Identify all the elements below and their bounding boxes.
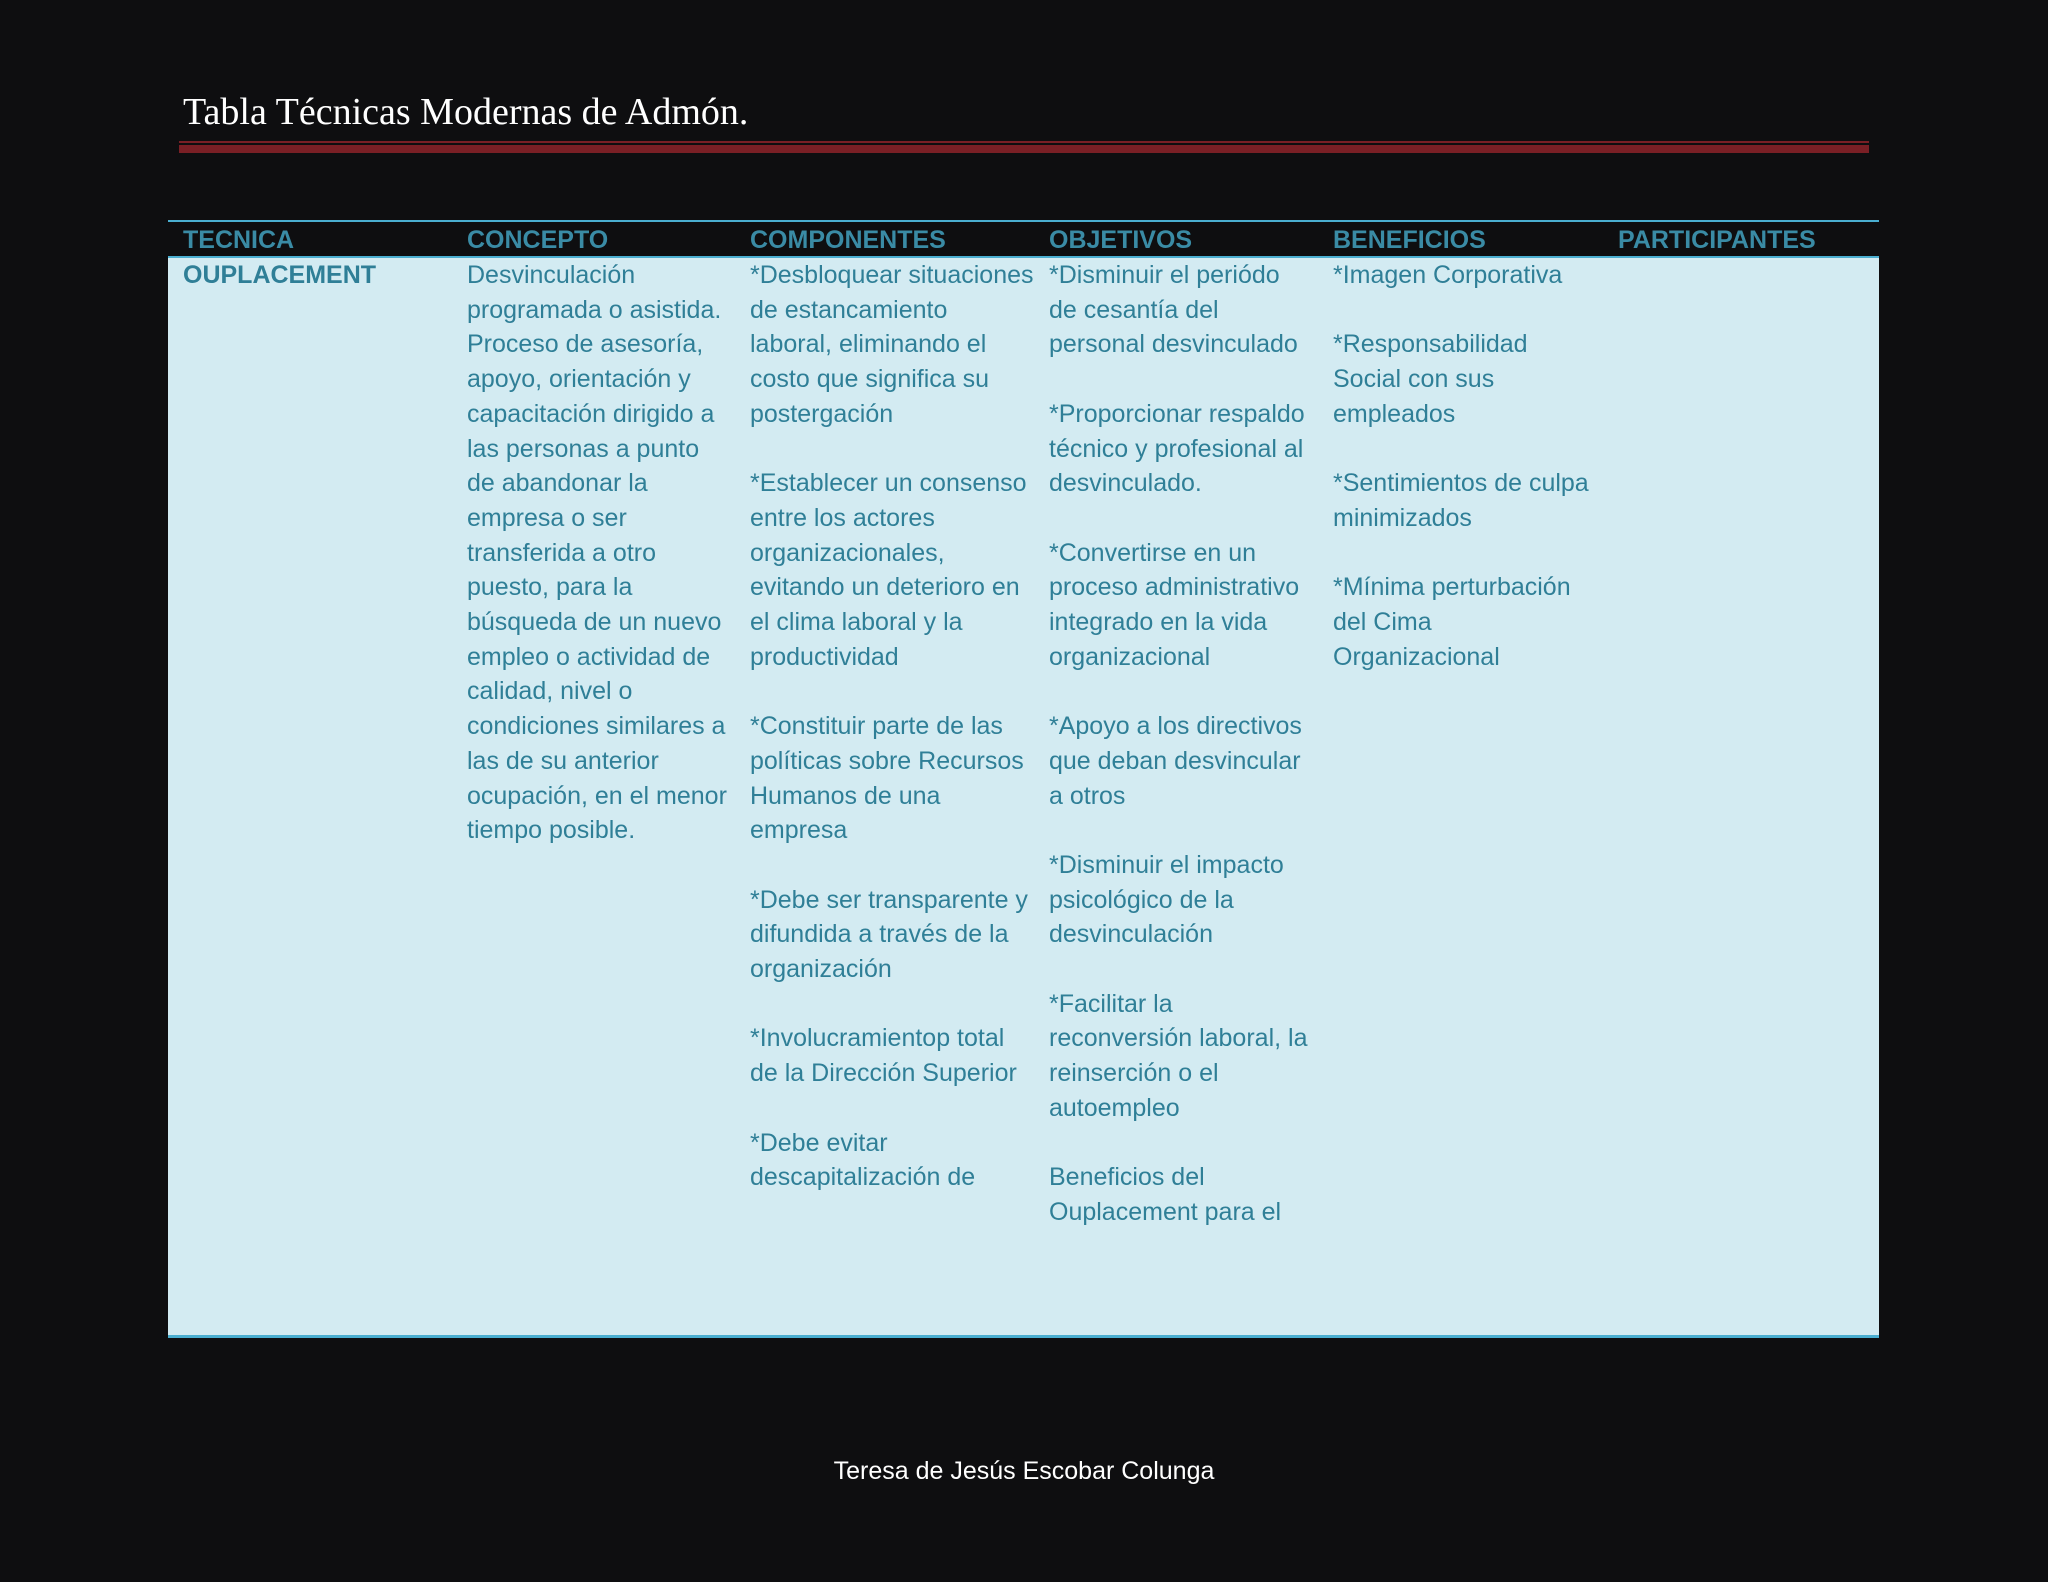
objetivo-item: *Facilitar la reconversión laboral, la reinserción o el autoempleo bbox=[1049, 989, 1308, 1122]
table-header-row bbox=[168, 222, 1879, 258]
objetivo-item: *Disminuir el periódo de cesantía del personal desvinculado bbox=[1049, 261, 1298, 359]
objetivo-item: *Convertirse en un proceso administrativo integrado en la vida organizacional bbox=[1049, 538, 1300, 671]
table-row bbox=[168, 258, 1879, 1338]
title-divider-thick bbox=[179, 145, 1869, 153]
componente-item: *Debe evitar descapitalización de bbox=[750, 1128, 976, 1192]
cell-concepto: Desvinculación programada o asistida. Proceso de asesoría, apoyo, orientación y capacitación dirigido a las personas a punto de abandonar la empresa o ser transferida a otro puesto, para la búsqueda de un nuevo empleo o actividad de calidad, nivel o condiciones similares a las de su anterior ocupación, en el menor tiempo posible. bbox=[467, 261, 727, 845]
objetivo-item: *Apoyo a los directivos que deban desvincular a otros bbox=[1049, 712, 1302, 810]
techniques-table bbox=[168, 220, 1879, 1338]
componente-item: *Involucramientop total de la Dirección Superior bbox=[750, 1024, 1017, 1088]
componente-item: *Establecer un consenso entre los actores organizacionales, evitando un deterioro en el clima laboral y la productividad bbox=[750, 469, 1027, 671]
componente-item: *Desbloquear situaciones de estancamiento laboral, eliminando el costo que significa su postergación bbox=[750, 261, 1034, 428]
beneficio-item: *Imagen Corporativa bbox=[1333, 261, 1563, 289]
header-componentes: COMPONENTES bbox=[750, 226, 946, 254]
document-title: Tabla Técnicas Modernas de Admón. bbox=[183, 91, 749, 133]
cell-componentes bbox=[750, 258, 1035, 1230]
cell-tecnica: OUPLACEMENT bbox=[183, 261, 377, 289]
header-participantes: PARTICIPANTES bbox=[1618, 226, 1816, 254]
cell-objetivos bbox=[1049, 258, 1314, 1264]
header-tecnica: TECNICA bbox=[183, 226, 295, 254]
beneficio-item: *Responsabilidad Social con sus empleados bbox=[1333, 330, 1528, 428]
header-objetivos: OBJETIVOS bbox=[1049, 226, 1193, 254]
title-divider-thin bbox=[179, 141, 1869, 143]
objetivo-item: *Disminuir el impacto psicológico de la desvinculación bbox=[1049, 850, 1284, 949]
cell-beneficios bbox=[1333, 258, 1598, 709]
beneficio-item: *Sentimientos de culpa minimizados bbox=[1333, 469, 1589, 532]
componente-item: *Constituir parte de las políticas sobre Recursos Humanos de una empresa bbox=[750, 712, 1024, 845]
beneficio-item: *Mínima perturbación del Cima Organizacional bbox=[1333, 573, 1571, 671]
objetivo-item: Beneficios del Ouplacement para el bbox=[1049, 1163, 1282, 1226]
objetivo-item: *Proporcionar respaldo técnico y profesional al desvinculado. bbox=[1049, 399, 1305, 498]
document-footer-author: Teresa de Jesús Escobar Colunga bbox=[833, 1457, 1215, 1485]
header-concepto: CONCEPTO bbox=[467, 226, 609, 254]
componente-item: *Debe ser transparente y difundida a través de la organización bbox=[750, 885, 1028, 984]
header-beneficios: BENEFICIOS bbox=[1333, 226, 1486, 254]
